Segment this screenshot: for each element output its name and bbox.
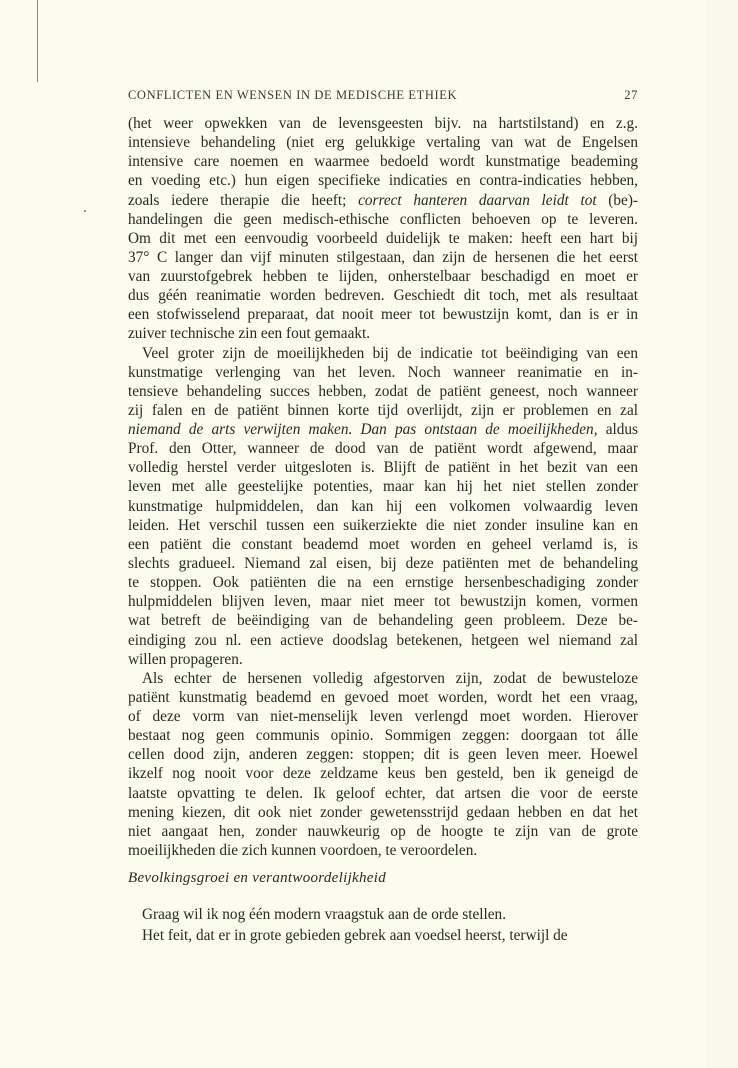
text-segment: zij falen en de patiënt binnen korte tijd overlijdt, zijn er problemen en zal <box>128 401 638 419</box>
text-line <box>128 707 638 726</box>
text-segment: kunstmatige verlenging van het leven. Noch wanneer reanimatie en in- <box>128 363 638 381</box>
text-line <box>128 688 638 707</box>
text-segment: handelingen die geen medisch-ethische conflicten behoeven op te leveren. <box>128 210 638 228</box>
text-line <box>128 516 638 535</box>
text-segment: volledig herstel verder uitgesloten is. Blijft de patiënt in het bezit van een <box>128 459 638 477</box>
text-segment: intensieve behandeling (niet erg gelukkige vertaling van wat de Engelsen <box>128 134 638 152</box>
text-line <box>128 905 638 924</box>
text-line <box>128 554 638 573</box>
text-line <box>128 926 638 945</box>
text-line <box>128 726 638 745</box>
text-line <box>128 401 638 420</box>
text-line <box>128 324 638 343</box>
text-line <box>128 382 638 401</box>
scan-speck <box>84 210 86 212</box>
text-line <box>128 497 638 516</box>
text-line <box>128 669 638 688</box>
text-segment: (be)- <box>596 191 639 209</box>
italic-text: niemand de arts verwijten maken. Dan pas ontstaan de moeilijkheden, <box>128 421 598 439</box>
text-line <box>128 133 638 152</box>
text-line <box>128 650 638 669</box>
text-line <box>128 803 638 822</box>
text-segment: willen propageren. <box>128 650 243 668</box>
text-line <box>128 631 638 650</box>
text-segment: slechts gradueel. Niemand zal eisen, bij deze patiënten met de behandeling <box>128 554 638 572</box>
text-segment: leiden. Het verschil tussen een suikerziekte die niet zonder insuline kan en <box>128 516 638 534</box>
text-line <box>128 745 638 764</box>
text-segment: hulpmiddelen blijven leven, maar niet meer tot bewustzijn komen, vormen <box>128 593 638 611</box>
running-title: CONFLICTEN EN WENSEN IN DE MEDISCHE ETHIEK <box>128 88 458 102</box>
text-segment: mening kiezen, dit ook niet zonder gewetensstrijd gedaan hebben en dat het <box>128 803 638 821</box>
text-segment: wat betreft de beëindiging van de behandeling geen probleem. Deze be- <box>128 612 638 630</box>
page-margin-shade <box>706 0 738 1068</box>
page-number: 27 <box>624 88 638 102</box>
text-line <box>128 535 638 554</box>
text-line <box>128 229 638 248</box>
text-line <box>128 248 638 267</box>
text-segment: laatste opvatting te delen. Ik geloof echter, dat artsen die voor de eerste <box>128 784 638 802</box>
text-line <box>128 592 638 611</box>
text-segment: zuiver technische zin een fout gemaakt. <box>128 325 371 343</box>
text-segment: ikzelf nog nooit voor deze zeldzame keus ben gesteld, ben ik geneigd de <box>128 765 638 783</box>
text-segment: 37° C langer dan vijf minuten stilgestaan, dan zijn de hersenen die het eerst <box>128 248 638 266</box>
text-line <box>128 344 638 363</box>
text-segment: dus géén reanimatie worden bedreven. Geschiedt dit toch, met als resultaat <box>128 287 638 305</box>
scan-edge-line <box>37 0 38 82</box>
italic-text: correct hanteren daarvan leidt tot <box>358 191 597 209</box>
section-heading: Bevolkingsgroei en verantwoordelijkheid <box>128 870 387 886</box>
text-line <box>128 841 638 860</box>
text-segment: Het feit, dat er in grote gebieden gebrek aan voedsel heerst, terwijl de <box>142 927 568 944</box>
text-segment: patiënt kunstmatig beademd en gevoed moet worden, wordt het een vraag, <box>128 688 638 706</box>
text-line <box>128 267 638 286</box>
text-line <box>128 114 638 133</box>
text-segment: Als echter de hersenen volledig afgestorven zijn, zodat de bewusteloze <box>142 669 638 687</box>
text-line <box>128 477 638 496</box>
text-line <box>128 191 638 210</box>
text-line <box>128 420 638 439</box>
text-segment: Graag wil ik nog één modern vraagstuk aan de orde stellen. <box>142 906 507 923</box>
text-segment: of deze vorm van niet-menselijk leven verlengd moet worden. Hierover <box>128 708 638 726</box>
text-segment: eindiging zou nl. een actieve doodslag betekenen, hetgeen wel niemand zal <box>128 631 638 649</box>
running-header <box>128 88 638 103</box>
text-segment: Veel groter zijn de moeilijkheden bij de indicatie tot beëindiging van een <box>142 344 638 362</box>
text-line <box>128 363 638 382</box>
text-line <box>128 764 638 783</box>
text-line <box>128 822 638 841</box>
text-segment: te stoppen. Ook patiënten die na een ernstige hersenbeschadiging zonder <box>128 574 638 592</box>
text-line <box>128 305 638 324</box>
text-segment: moeilijkheden die zich kunnen voordoen, te veroordelen. <box>128 841 478 859</box>
text-segment: bestaat nog geen communis opinio. Sommigen zeggen: doorgaan tot álle <box>128 727 638 745</box>
text-line <box>128 784 638 803</box>
text-line <box>128 286 638 305</box>
text-segment: tensieve behandeling succes hebben, zodat de patiënt geneest, noch wanneer <box>128 382 638 400</box>
text-line <box>128 573 638 592</box>
text-segment: kunstmatige hulpmiddelen, dan kan hij een volkomen volwaardig leven <box>128 497 638 515</box>
text-segment: een patiënt die constant beademd moet worden en geheel verlamd is, is <box>128 535 638 553</box>
text-segment: Om dit met een eenvoudig voorbeeld duidelijk te maken: heeft een hart bij <box>128 229 638 247</box>
text-line <box>128 439 638 458</box>
text-line <box>128 611 638 630</box>
text-segment: aldus <box>597 421 638 439</box>
text-line <box>128 210 638 229</box>
text-segment: van zuurstofgebrek hebben te lijden, onherstelbaar beschadigd en moet er <box>128 268 638 286</box>
text-line <box>128 171 638 190</box>
text-segment: en voeding etc.) hun eigen specifieke indicaties en contra-indicaties hebben, <box>128 172 638 190</box>
text-segment: (het weer opwekken van de levensgeesten bijv. na hartstilstand) en z.g. <box>128 115 638 132</box>
text-segment: een stofwisselend preparaat, dat nooit meer tot bewustzijn komt, dan is er in <box>128 306 638 324</box>
text-segment: Prof. den Otter, wanneer de dood van de patiënt wordt afgewend, maar <box>128 440 638 458</box>
text-line <box>128 458 638 477</box>
text-segment: intensive care noemen en waarmee bedoeld wordt kunstmatige beademing <box>128 153 638 171</box>
text-segment: zoals iedere therapie die heeft; <box>128 191 359 209</box>
text-line <box>128 152 638 171</box>
text-segment: cellen dood zijn, anderen zeggen: stoppen; dit is geen leven meer. Hoewel <box>128 746 638 764</box>
text-segment: niet aangaat hen, zonder nauwkeurig op de hoogte te zijn van de grote <box>128 822 638 840</box>
text-segment: leven met alle geestelijke potenties, maar kan hij het niet stellen zonder <box>128 478 638 496</box>
